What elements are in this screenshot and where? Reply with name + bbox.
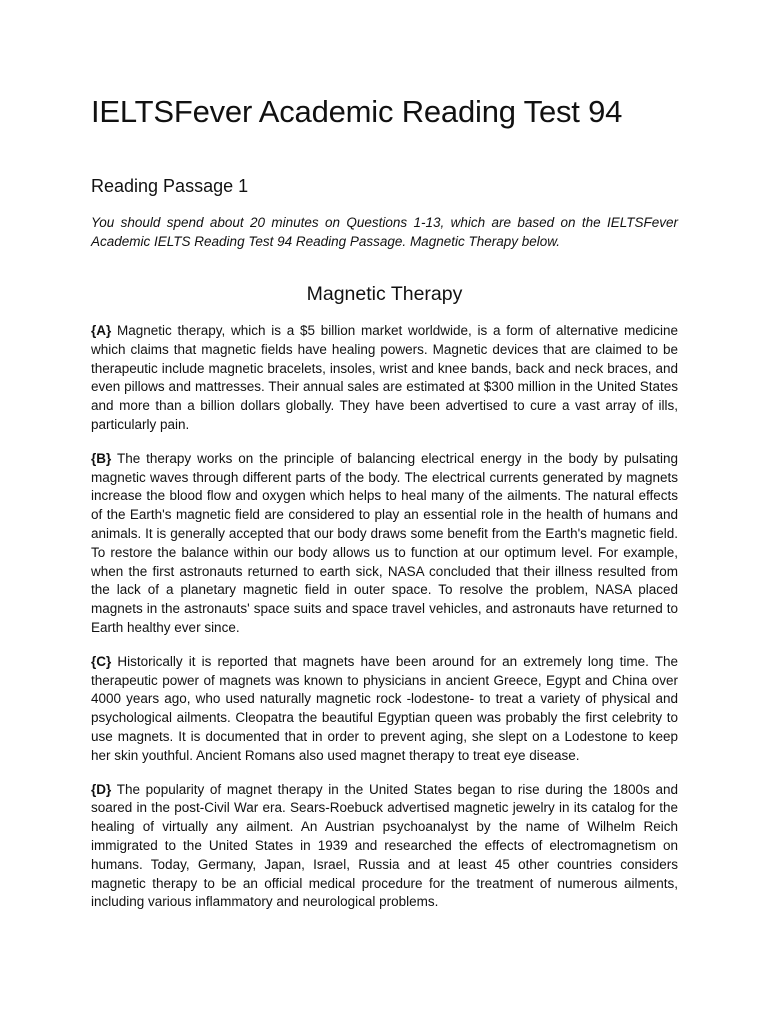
paragraph-label: {B}: [91, 450, 112, 466]
paragraph-a: [91, 322, 678, 435]
paragraph-b: [91, 450, 678, 638]
paragraph-text: The popularity of magnet therapy in the United States began to rise during the 1800s and soared in the post-Civil War era. Sears-Roebuck advertised magnetic jewelry in its catalog for the healing of virtually any ailment. An Austrian psychoanalyst by the name of Wilhelm Reich immigrated to the United States in 1939 and researched the effects of electromagnetism on humans. Today, Germany, Japan, Israel, Russia and at least 45 other countries considers magnetic therapy to be an official medical procedure for the treatment of numerous ailments, including various inflammatory and neurological problems.: [91, 781, 678, 910]
instructions-text: You should spend about 20 minutes on Questions 1-13, which are based on the IELTSFever Academic IELTS Reading Test 94 Reading Passage. Magnetic Therapy below.: [91, 215, 678, 249]
paragraph-label: {C}: [91, 653, 112, 669]
paragraph-text: Magnetic therapy, which is a $5 billion market worldwide, is a form of alternative medicine which claims that magnetic fields have healing powers. Magnetic devices that are claimed to be therapeutic include magnetic bracelets, insoles, wrist and knee bands, back and neck braces, and even pillows and mattresses. Their annual sales are estimated at $300 million in the United States and more than a billion dollars globally. They have been advertised to cure a vast array of ills, particularly pain.: [91, 323, 678, 432]
paragraph-c: [91, 653, 678, 766]
article-title: Magnetic Therapy: [306, 283, 463, 305]
paragraph-label: {D}: [91, 781, 112, 797]
document-title: IELTSFever Academic Reading Test 94: [91, 94, 623, 129]
paragraph-label: {A}: [91, 323, 112, 338]
paragraph-d: [91, 781, 678, 913]
paragraph-text: Historically it is reported that magnets have been around for an extremely long time. The therapeutic power of magnets was known to physicians in ancient Greece, Egypt and China over 4000 years ago, who used naturally magnetic rock -lodestone- to treat a variety of physical and psychological ailments. Cleopatra the beautiful Egyptian queen was probably the first celebrity to use magnets. It is documented that in order to prevent aging, she slept on a Lodestone to keep her skin youthful. Ancient Romans also used magnet therapy to treat eye disease.: [91, 653, 678, 763]
passage-heading: Reading Passage 1: [91, 176, 249, 196]
paragraph-text: The therapy works on the principle of balancing electrical energy in the body by pulsating magnetic waves through different parts of the body. The electrical currents generated by magnets increase the blood flow and oxygen which helps to heal many of the ailments. The natural effects of the Earth's magnetic field are considered to play an essential role in the health of humans and animals. It is generally accepted that our body draws some benefit from the Earth's magnetic field. To restore the balance within our body allows us to function at our optimum level. For example, when the first astronauts returned to earth sick, NASA concluded that their illness resulted from the lack of a planetary magnetic field in outer space. To resolve the problem, NASA placed magnets in the astronauts' space suits and space travel vehicles, and astronauts have returned to Earth healthy ever since.: [91, 450, 678, 635]
